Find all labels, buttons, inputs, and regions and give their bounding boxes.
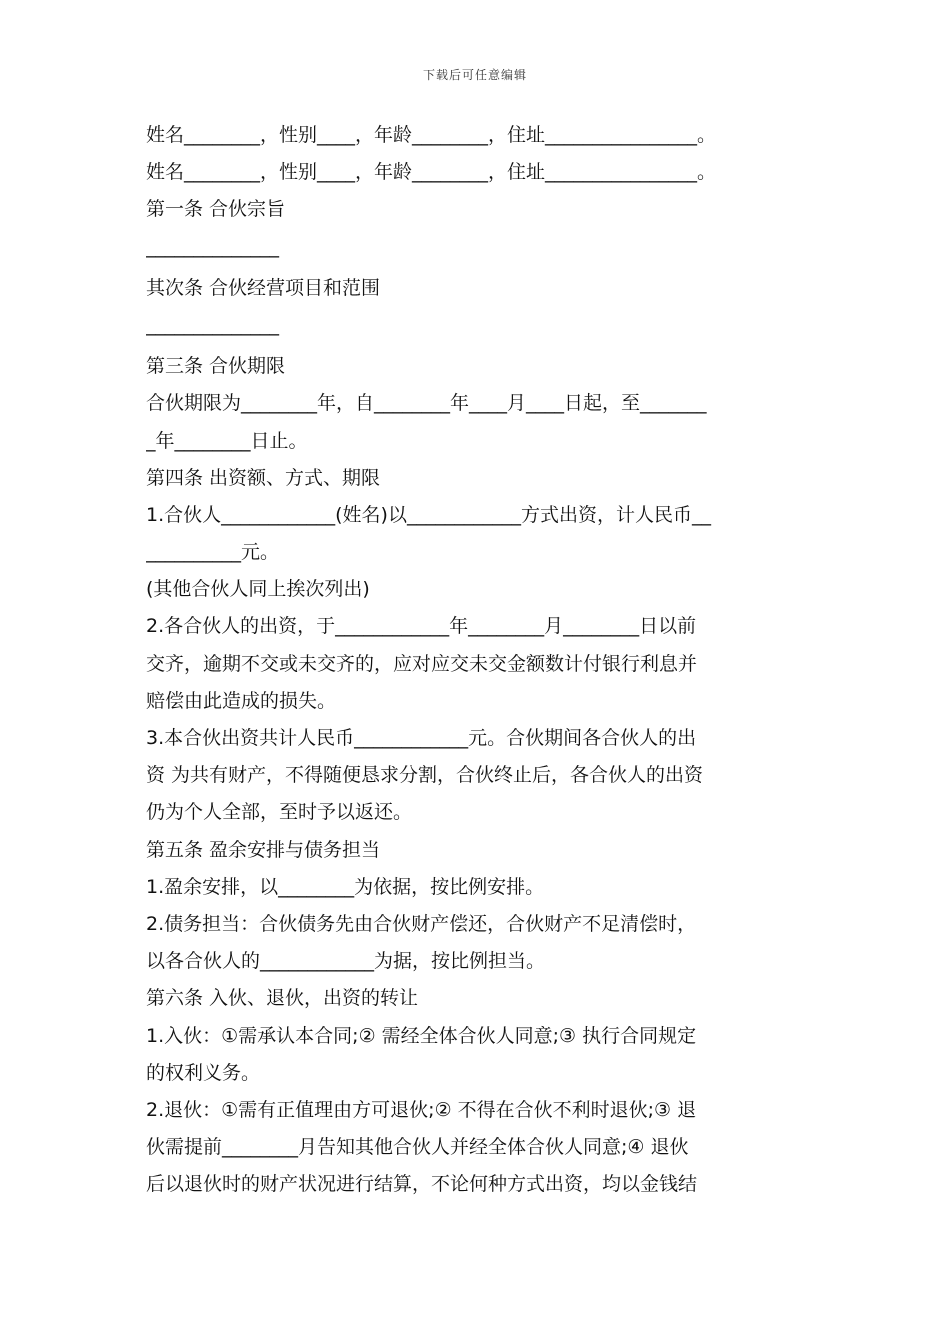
paragraph-line: 1.入伙：①需承认本合同;② 需经全体合伙人同意;③ 执行合同规定 [146,1024,697,1047]
paragraph-line: 交齐，逾期不交或未交齐的，应对应交未交金额数计付银行利息并 [146,652,698,675]
paragraph-line: 1.合伙人____________(姓名)以____________方式出资，计人民币__ [146,503,711,526]
article-2-blank: ______________ [146,313,279,336]
article-1-heading: 第一条 合伙宗旨 [146,198,286,221]
article-1-blank: ______________ [146,235,279,258]
paragraph-line: 的权利义务。 [146,1061,261,1084]
paragraph-line: 2.各合伙人的出资，于____________年________月________日以前 [146,615,697,638]
paragraph-line: 2.债务担当：合伙债务先由合伙财产偿还，合伙财产不足清偿时， [146,912,697,935]
paragraph-line: 以各合伙人的____________为据，按比例担当。 [146,950,546,973]
paragraph-line: _年________日止。 [146,429,308,452]
paragraph-line: 后以退伙时的财产状况进行结算，不论何种方式出资，均以金钱结 [146,1173,698,1196]
document-body [146,117,810,1203]
paragraph-line: 赔偿由此造成的损失。 [146,689,337,712]
partner-info-line-1: 姓名________，性别____，年龄________，住址________________。 [146,124,717,146]
page-header: 下载后可任意编辑 [422,68,527,82]
article-4-heading: 第四条 出资额、方式、期限 [146,466,381,489]
article-3-heading: 第三条 合伙期限 [146,355,286,378]
paragraph-line: 1.盈余安排，以________为依据，按比例安排。 [146,875,545,898]
paragraph-line: 3.本合伙出资共计人民币____________元。合伙期间各合伙人的出 [146,727,697,749]
paragraph-line: 资 为共有财产，不得随便恳求分割，合伙终止后，各合伙人的出资 [146,764,704,787]
paragraph-line: 合伙期限为________年，自________年____月____日起，至_______ [146,392,707,415]
article-6-heading: 第六条 入伙、退伙，出资的转让 [146,987,419,1010]
article-5-heading: 第五条 盈余安排与债务担当 [146,838,381,861]
paragraph-line: 2.退伙：①需有正值理由方可退伙;② 不得在合伙不利时退伙;③ 退 [146,1098,697,1121]
paragraph-line: __________元。 [146,541,280,564]
partner-info-line-2: 姓名________，性别____，年龄________，住址________________。 [146,161,717,184]
article-2-heading: 其次条 合伙经营项目和范围 [146,276,381,299]
paragraph-line: (其他合伙人同上挨次列出) [146,578,370,601]
paragraph-line: 伙需提前________月告知其他合伙人并经全体合伙人同意;④ 退伙 [146,1136,689,1159]
paragraph-line: 仍为个人全部，至时予以返还。 [146,801,413,824]
